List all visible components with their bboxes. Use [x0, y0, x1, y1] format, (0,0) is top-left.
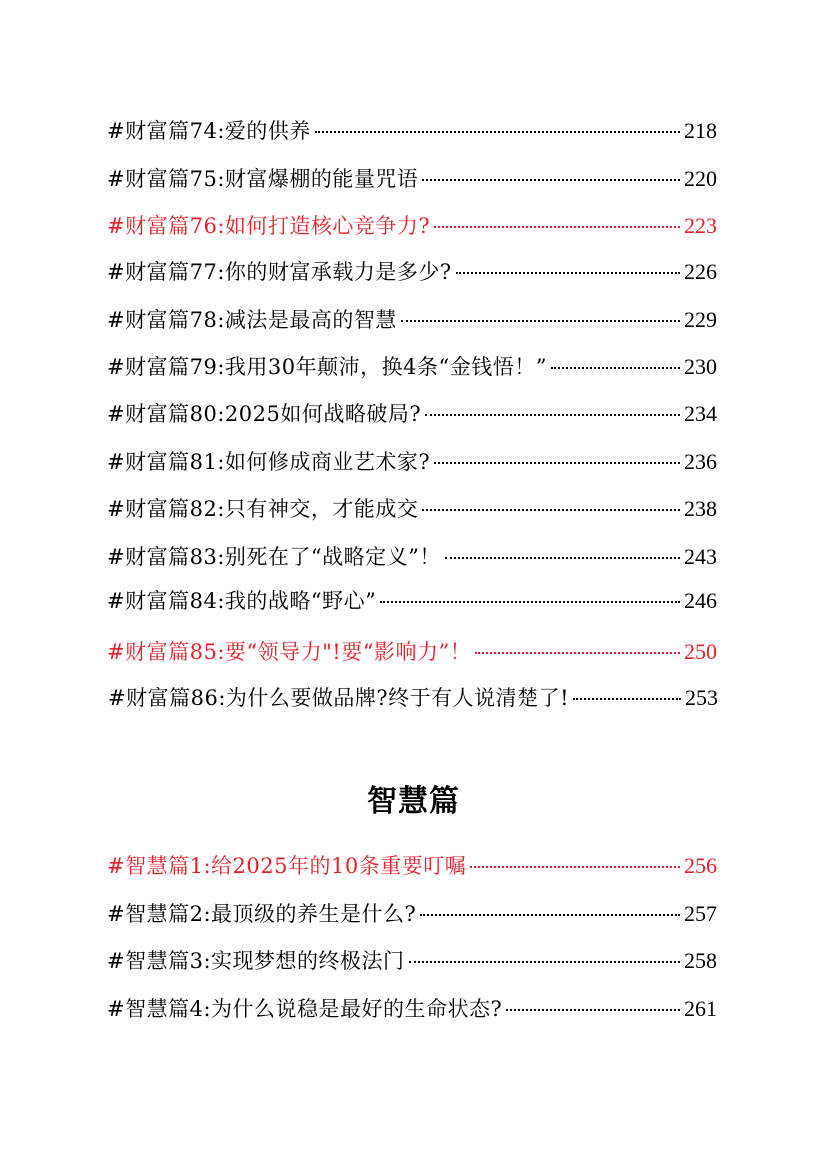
dot-leader	[425, 414, 680, 416]
toc-entry-page: 220	[684, 166, 717, 191]
toc-entry-page: 218	[684, 118, 717, 143]
dot-leader	[315, 131, 680, 133]
toc-entry-page: 246	[684, 588, 717, 613]
toc-entry-title: #财富篇75:财富爆棚的能量咒语	[107, 167, 419, 191]
toc-entry-title: #智慧篇3:实现梦想的终极法门	[107, 949, 405, 973]
toc-entry-wealth-84[interactable]	[107, 587, 717, 615]
toc-entry-title: #智慧篇2:最顶级的养生是什么?	[107, 902, 417, 926]
toc-entry-title: #智慧篇1:给2025年的10条重要叮嘱	[107, 854, 467, 878]
toc-entry-wealth-80[interactable]	[107, 400, 717, 428]
toc-entry-wealth-79[interactable]	[107, 353, 717, 381]
toc-entry-wisdom-3[interactable]	[107, 947, 717, 975]
toc-entry-title: #财富篇83:别死在了“战略定义”！	[107, 545, 441, 569]
toc-entry-page: 236	[684, 449, 717, 474]
toc-entry-wealth-78[interactable]	[107, 306, 717, 334]
toc-entry-page: 230	[684, 354, 717, 379]
toc-entry-wealth-81[interactable]	[107, 448, 717, 476]
toc-entry-wealth-76[interactable]	[107, 212, 717, 240]
toc-entry-title: #财富篇78:减法是最高的智慧	[107, 308, 397, 332]
toc-entry-title: #财富篇82:只有神交，才能成交	[107, 497, 419, 521]
toc-entry-title: #财富篇79:我用30年颠沛，换4条“金钱悟！”	[107, 355, 547, 379]
toc-entry-title: #财富篇85:要“领导力"!要“影响力”！	[107, 640, 472, 664]
toc-entry-wisdom-2[interactable]	[107, 900, 717, 928]
dot-leader	[475, 652, 680, 654]
toc-entry-page: 243	[684, 544, 717, 569]
toc-entry-title: #财富篇74:爱的供养	[107, 119, 311, 143]
dot-leader	[470, 866, 680, 868]
dot-leader	[422, 509, 680, 511]
toc-entry-title: #智慧篇4:为什么说稳是最好的生命状态?	[107, 997, 503, 1021]
dot-leader	[409, 961, 680, 963]
toc-entry-page: 256	[684, 853, 717, 878]
toc-entry-wisdom-4[interactable]	[107, 995, 717, 1023]
section-heading: 智慧篇	[367, 784, 460, 819]
toc-entry-wealth-86[interactable]	[108, 684, 718, 712]
toc-entry-page: 261	[684, 996, 717, 1021]
toc-entry-wealth-77[interactable]	[107, 258, 717, 286]
toc-entry-wisdom-1[interactable]	[107, 852, 717, 880]
dot-leader	[434, 462, 680, 464]
toc-entry-page: 229	[684, 307, 717, 332]
toc-entry-page: 238	[684, 496, 717, 521]
dot-leader	[401, 320, 680, 322]
dot-leader	[380, 601, 680, 603]
dot-leader	[434, 226, 680, 228]
toc-entry-title: #财富篇76:如何打造核心竞争力?	[107, 214, 431, 238]
toc-entry-page: 226	[684, 259, 717, 284]
toc-entry-page: 257	[684, 901, 717, 926]
toc-entry-wealth-83[interactable]	[107, 543, 717, 571]
toc-entry-page: 258	[684, 948, 717, 973]
toc-entry-title: #财富篇77:你的财富承载力是多少?	[107, 260, 452, 284]
toc-entry-page: 234	[684, 401, 717, 426]
dot-leader	[506, 1009, 680, 1011]
toc-entry-title: #财富篇80:2025如何战略破局?	[107, 402, 422, 426]
dot-leader	[422, 179, 680, 181]
toc-entry-page: 223	[684, 213, 717, 238]
toc-entry-wealth-74[interactable]	[107, 117, 717, 145]
dot-leader	[573, 698, 681, 700]
toc-entry-title: #财富篇84:我的战略“野心”	[107, 589, 377, 613]
dot-leader	[445, 557, 680, 559]
toc-entry-wealth-75[interactable]	[107, 165, 717, 193]
toc-entry-title: #财富篇86:为什么要做品牌?终于有人说清楚了!	[108, 686, 570, 710]
toc-entry-wealth-85[interactable]	[107, 638, 717, 666]
dot-leader	[551, 367, 680, 369]
dot-leader	[456, 272, 680, 274]
toc-entry-wealth-82[interactable]	[107, 495, 717, 523]
toc-entry-title: #财富篇81:如何修成商业艺术家?	[107, 450, 431, 474]
dot-leader	[420, 914, 680, 916]
toc-entry-page: 250	[684, 639, 717, 664]
toc-entry-page: 253	[685, 685, 718, 710]
